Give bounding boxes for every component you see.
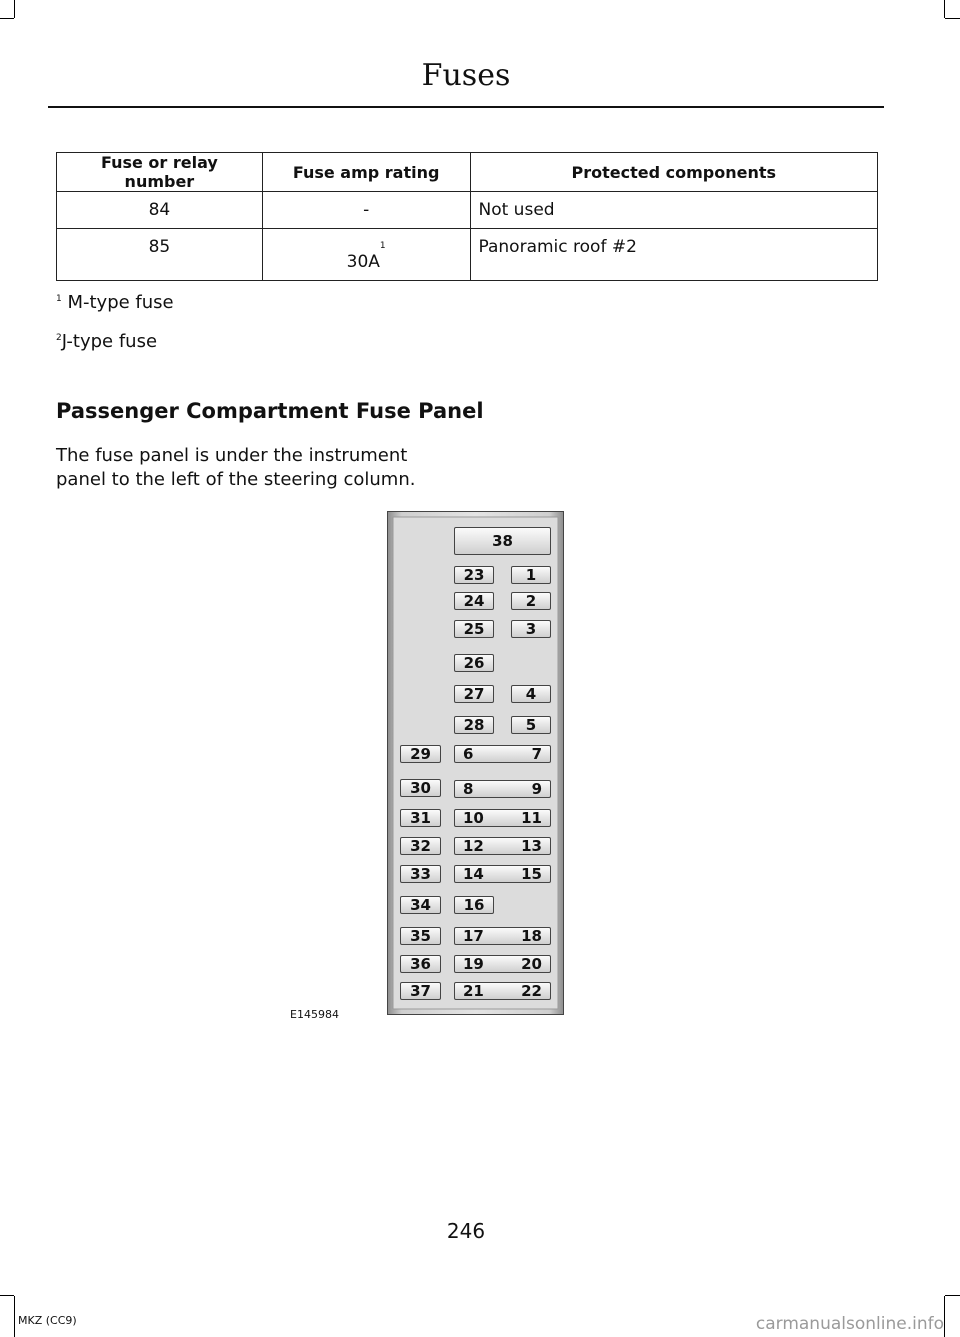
table-header-row (57, 153, 878, 192)
fuse-slot (400, 955, 441, 973)
image-code: E145984 (290, 1008, 339, 1021)
watermark: carmanualsonline.info (755, 1314, 944, 1334)
footnote-mark: 2 (56, 333, 62, 343)
fuse-slot (454, 927, 551, 945)
fuse-label: 12 (463, 837, 484, 855)
fuse-slot (454, 716, 494, 734)
column-header: Protected components (470, 153, 878, 192)
fuse-label: 24 (463, 592, 485, 610)
protected-component: Not used (470, 192, 878, 229)
fuse-label: 33 (410, 865, 431, 883)
fuse-label: 13 (521, 837, 542, 855)
fuse-slot (400, 779, 441, 797)
fuse-label: 38 (492, 532, 513, 550)
fuse-slot (400, 896, 441, 914)
fuse-slot (454, 566, 494, 584)
fuse-slot (400, 927, 441, 945)
fuse-label: 17 (463, 927, 484, 945)
fuse-slot (454, 685, 494, 703)
fuse-slot (454, 592, 494, 610)
footnote-text: J-type fuse (61, 331, 158, 352)
fuse-label: 26 (463, 654, 485, 672)
fuse-slot (454, 982, 551, 1000)
fuse-slot (400, 982, 441, 1000)
fuse-slot (454, 955, 551, 973)
fuse-label: 31 (410, 809, 431, 827)
fuse-label: 19 (463, 955, 484, 973)
model-code: MKZ (CC9) (18, 1314, 77, 1327)
crop-mark (0, 1295, 14, 1296)
crop-mark (0, 18, 14, 19)
fuse-label: 16 (463, 896, 485, 914)
fuse-slot (400, 837, 441, 855)
fuse-label: 6 (463, 745, 474, 763)
amp-rating (262, 229, 470, 281)
fuse-slot (511, 620, 551, 638)
fuse-label: 22 (521, 982, 542, 1000)
fuse-number: 85 (57, 229, 263, 281)
crop-mark (944, 1296, 945, 1337)
fuse-slot (400, 865, 441, 883)
page-number: 246 (446, 1219, 486, 1243)
footnote-mark: 1 (56, 294, 62, 304)
fuse-label: 14 (463, 865, 484, 883)
fuse-label: 30 (410, 779, 431, 797)
fuse-slot (511, 592, 551, 610)
fuse-slot (400, 809, 441, 827)
fuse-slot (454, 527, 551, 555)
fuse-slot (454, 654, 494, 672)
fuse-label: 4 (525, 685, 537, 703)
column-header: Fuse amp rating (262, 153, 470, 192)
column-header: Fuse or relay number (57, 153, 263, 192)
protected-component: Panoramic roof #2 (470, 229, 878, 281)
fuse-label: 10 (463, 809, 484, 827)
amp-rating-value: 30A (346, 252, 380, 272)
title-divider (48, 106, 884, 108)
fuse-slot (454, 837, 551, 855)
fuse-label: 34 (410, 896, 431, 914)
fuse-label: 2 (525, 592, 537, 610)
table-row (57, 192, 878, 229)
crop-mark (945, 18, 960, 19)
section-body: The fuse panel is under the instrument panel to the left of the steering column. (56, 445, 416, 490)
footnote (56, 331, 157, 352)
fuse-slot (454, 896, 494, 914)
fuse-slot (454, 809, 551, 827)
fuse-label: 28 (463, 716, 485, 734)
page-title: Fuses (421, 58, 511, 93)
fuse-label: 23 (463, 566, 485, 584)
fuse-label: 7 (531, 745, 542, 763)
section-heading: Passenger Compartment Fuse Panel (56, 399, 484, 423)
fuse-label: 8 (463, 780, 474, 798)
footnote-text: M-type fuse (67, 292, 174, 313)
fuse-slot (454, 865, 551, 883)
fuse-slot (454, 620, 494, 638)
crop-mark (945, 1295, 960, 1296)
fuse-slot (511, 566, 551, 584)
fuse-table (56, 152, 878, 281)
fuse-label: 25 (463, 620, 485, 638)
fuse-label: 20 (521, 955, 542, 973)
fuse-slot (511, 716, 551, 734)
fuse-label: 11 (521, 809, 542, 827)
fuse-label: 5 (525, 716, 537, 734)
fuse-label: 21 (463, 982, 484, 1000)
fuse-label: 18 (521, 927, 542, 945)
fuse-label: 36 (410, 955, 431, 973)
fuse-slot (400, 745, 441, 763)
amp-rating-value: - (363, 200, 370, 220)
fuse-slot (454, 745, 551, 763)
fuse-label: 1 (525, 566, 537, 584)
fuse-label: 3 (525, 620, 537, 638)
fuse-label: 32 (410, 837, 431, 855)
fuse-slot (454, 780, 551, 798)
footnote (56, 292, 174, 313)
crop-mark (14, 1296, 15, 1337)
fuse-label: 29 (410, 745, 431, 763)
fuse-slot (511, 685, 551, 703)
fuse-label: 27 (463, 685, 485, 703)
amp-rating (262, 192, 470, 229)
footnote-ref: 1 (379, 241, 386, 252)
fuse-label: 9 (531, 780, 542, 798)
crop-mark (944, 0, 945, 18)
crop-mark (14, 0, 15, 18)
fuse-number: 84 (57, 192, 263, 229)
fuse-label: 37 (410, 982, 431, 1000)
table-row (57, 229, 878, 281)
fuse-label: 35 (410, 927, 431, 945)
fuse-label: 15 (521, 865, 542, 883)
